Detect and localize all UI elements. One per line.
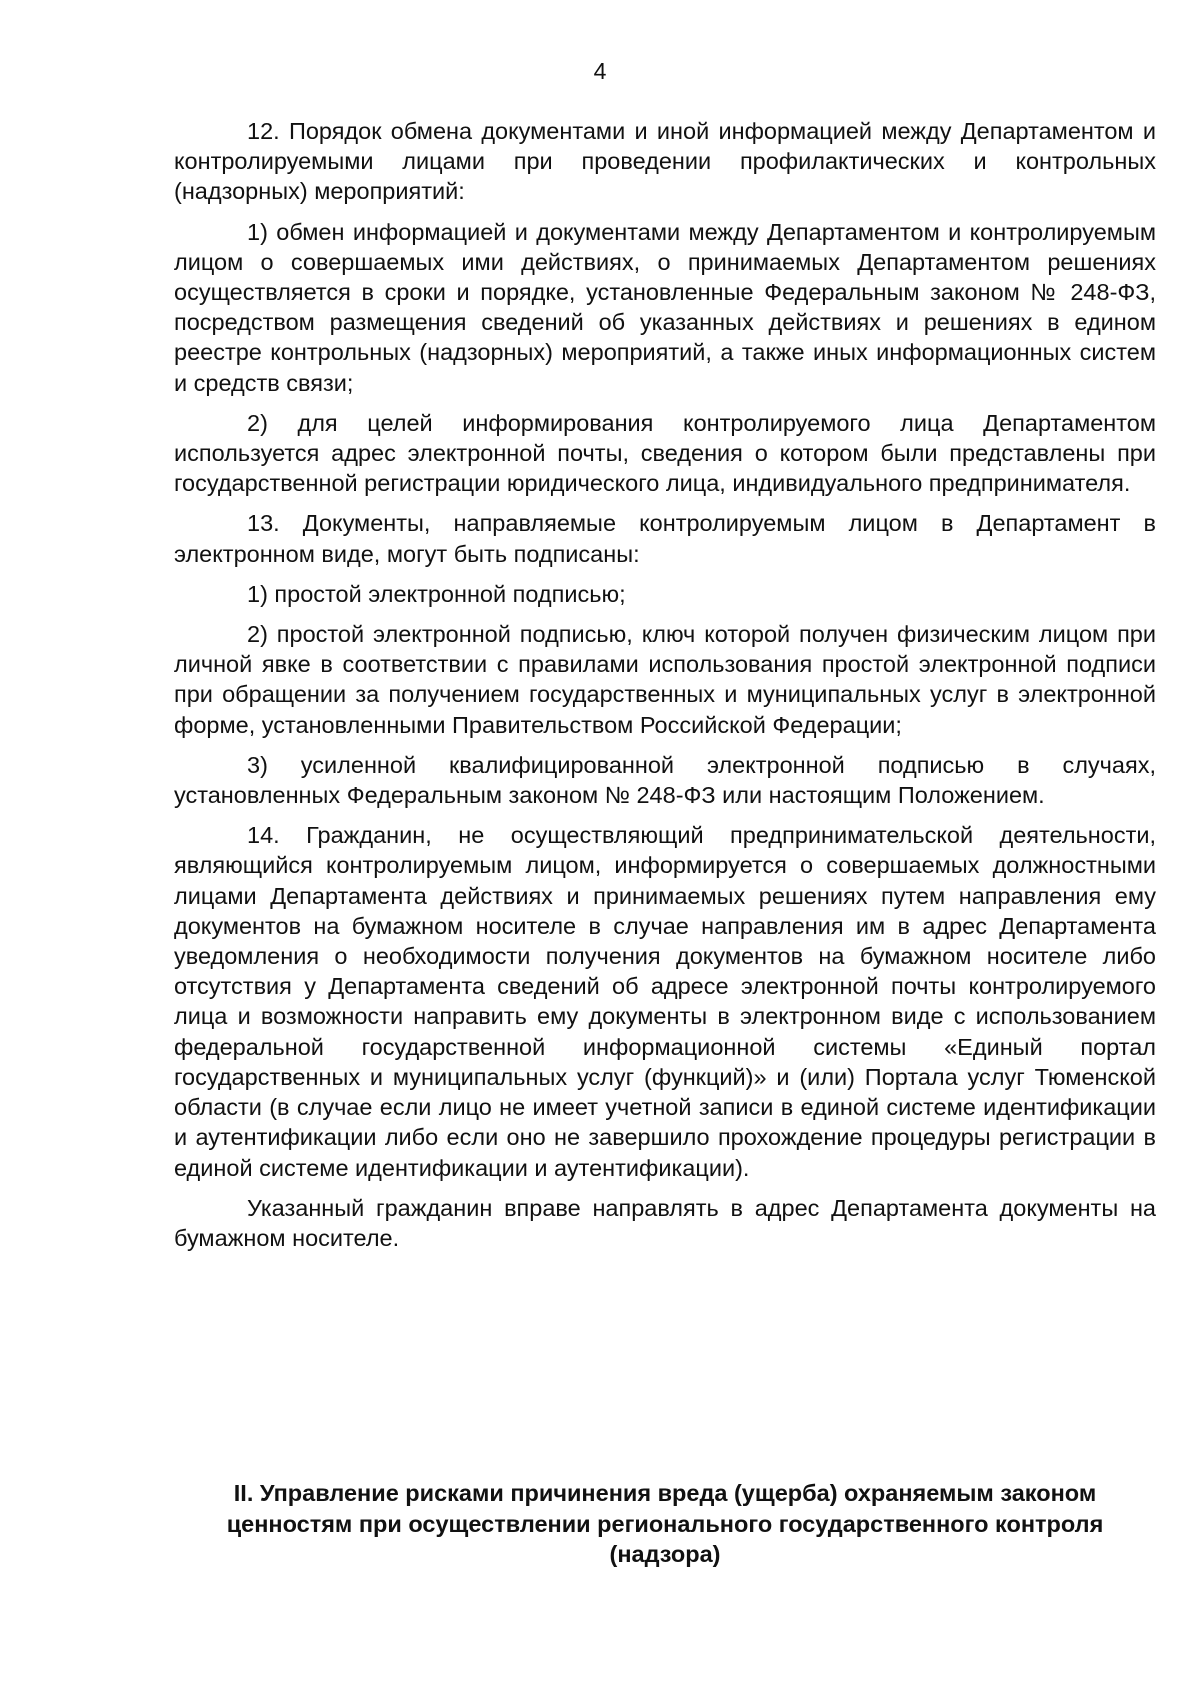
- paragraph-13-item-2: 2) простой электронной подписью, ключ которой получен физическим лицом при личной явке в соответствии с правилами использования простой электронной подписи при обращении за получением государственных и муниципальных услуг в электронной форме, установленными Правительством Российской Федерации;: [174, 621, 1156, 738]
- paragraph-13: 13. Документы, направляемые контролируемым лицом в Департамент в электронном виде, могут быть подписаны:: [174, 510, 1156, 567]
- page-number: 4: [593, 58, 607, 84]
- paragraph-14: 14. Гражданин, не осуществляющий предпринимательской деятельности, являющийся контролируемым лицом, информируется о совершаемых должностными лицами Департамента действиях и принимаемых решениях путем направления ему документов на бумажном носителе в случае направления им в адрес Департамента уведомления о необходимости получения документов на бумажном носителе либо отсутствия у Департамента сведений об адресе электронной почты контролируемого лица и возможности направить ему документы в электронном виде с использованием федеральной государственной информационной системы «Единый портал государственных и муниципальных услуг (функций)» и (или) Портала услуг Тюменской области (в случае если лицо не имеет учетной записи в единой системе идентификации и аутентификации либо если оно не завершило прохождение процедуры регистрации в единой системе идентификации и аутентификации).: [174, 822, 1156, 1181]
- paragraph-12: 12. Порядок обмена документами и иной информацией между Департаментом и контролируемыми лицами при проведении профилактических и контрольных (надзорных) мероприятий:: [174, 118, 1156, 205]
- paragraph-12-item-1: 1) обмен информацией и документами между Департаментом и контролируемым лицом о совершаемых ими действиях, о принимаемых Департаментом решениях осуществляется в сроки и порядке, установленные Федеральным законом № 248-ФЗ, посредством размещения сведений об указанных действиях и решениях в едином реестре контрольных (надзорных) мероприятий, а также иных информационных систем и средств связи;: [174, 218, 1156, 396]
- document-body: [174, 116, 1156, 1263]
- paragraph-13-item-3: 3) усиленной квалифицированной электронной подписью в случаях, установленных Федеральным законом № 248-ФЗ или настоящим Положением.: [174, 751, 1156, 809]
- paragraph-13-item-1: 1) простой электронной подписью;: [247, 580, 626, 607]
- paragraph-14-continuation: Указанный гражданин вправе направлять в адрес Департамента документы на бумажном носителе.: [174, 1194, 1156, 1251]
- paragraph-12-item-2: 2) для целей информирования контролируемого лица Департаментом используется адрес электронной почты, сведения о котором были представлены при государственной регистрации юридического лица, индивидуального предпринимателя.: [174, 409, 1156, 497]
- section-heading: II. Управление рисками причинения вреда (ущерба) охраняемым законом ценностям при осуществлении регионального государственного контроля (надзора): [226, 1480, 1104, 1567]
